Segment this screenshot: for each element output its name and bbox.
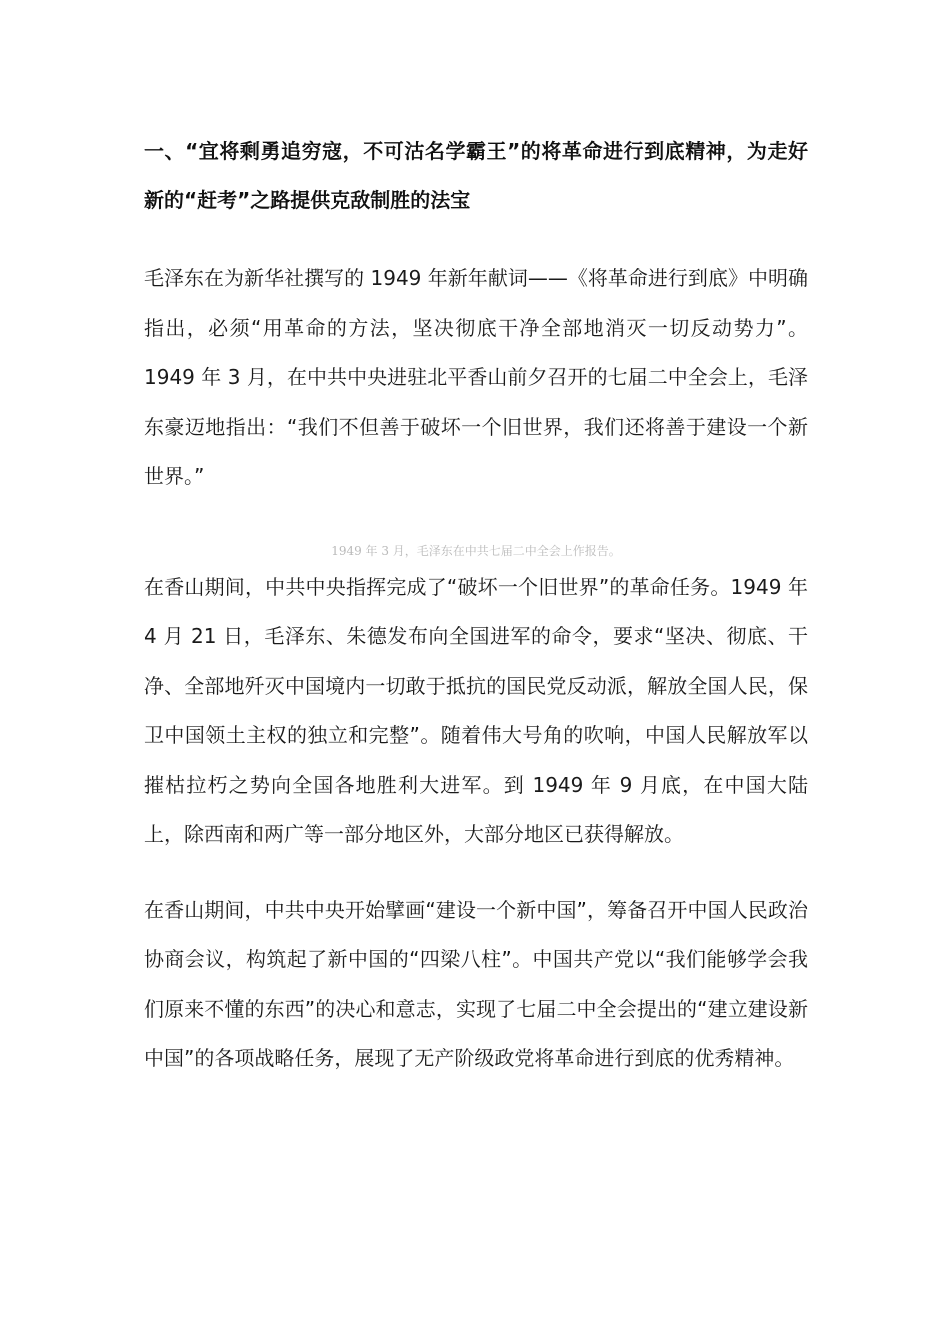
paragraph-new-year-address: 毛泽东在为新华社撰写的 1949 年新年献词——《将革命进行到底》中明确指出，必须“用革命的方法，坚决彻底干净全部地消灭一切反动势力”。1949 年 3 月，在中共中央进驻北平香山前夕召开的七届二中全会上，毛泽东豪迈地指出：“我们不但善于破坏一个旧世界，我们还将善于建设一个新世界。” — [144, 266, 808, 488]
image-caption: 1949 年 3 月，毛泽东在中共七届二中全会上作报告。 — [331, 543, 621, 558]
section-heading: 一、“宜将剩勇追穷寇，不可沽名学霸王”的将革命进行到底精神，为走好新的“赶考”之路提供克敌制胜的法宝 — [144, 139, 808, 212]
article-body — [144, 127, 808, 1084]
paragraph-build-new-china: 在香山期间，中共中央开始擘画“建设一个新中国”，筹备召开中国人民政治协商会议，构筑起了新中国的“四梁八柱”。中国共产党以“我们能够学会我们原来不懂的东西”的决心和意志，实现了七届二中全会提出的“建立建设新中国”的各项战略任务，展现了无产阶级政党将革命进行到底的优秀精神。 — [144, 897, 808, 1070]
paragraph-destroy-old-world: 在香山期间，中共中央指挥完成了“破坏一个旧世界”的革命任务。1949 年 4 月 21 日，毛泽东、朱德发布向全国进军的命令，要求“坚决、彻底、干净、全部地歼灭中国境内一切敢于抵抗的国民党反动派，解放全国人民，保卫中国领土主权的独立和完整”。随着伟大号角的吹响，中国人民解放军以摧枯拉朽之势向全国各地胜利大进军。到 1949 年 9 月底，在中国大陆上，除西南和两广等一部分地区外，大部分地区已获得解放。 — [144, 574, 808, 846]
